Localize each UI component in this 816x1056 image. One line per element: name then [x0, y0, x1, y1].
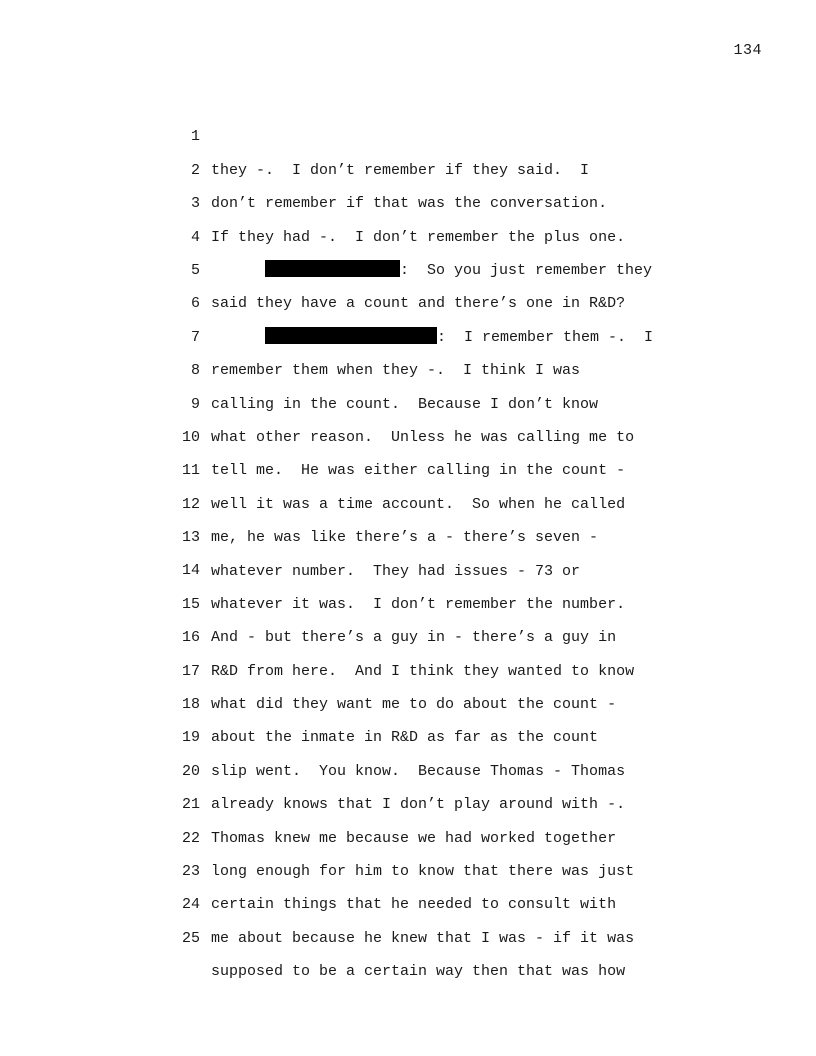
line-text: And - but there’s a guy in - there’s a guy in	[211, 629, 617, 647]
line-number: 16	[181, 629, 200, 647]
line-text-after-speaker: : So you just remember they	[400, 261, 653, 279]
line-number: 3	[190, 195, 200, 213]
line-number: 25	[181, 929, 200, 947]
line-text: supposed to be a certain way then that was how	[211, 963, 626, 981]
line-text: long enough for him to know that there was just	[211, 863, 635, 881]
line-text: remember them when they -. I think I was	[211, 362, 581, 380]
transcript-line	[160, 87, 720, 179]
line-text: certain things that he needed to consult with	[211, 896, 617, 914]
line-number: 15	[181, 595, 200, 613]
line-number: 10	[181, 428, 200, 446]
line-number: 12	[181, 495, 200, 513]
line-text: me, he was like there’s a - there’s seven -	[211, 529, 599, 547]
line-text: whatever number. They had issues - 73 or	[211, 562, 581, 580]
line-number: 1	[190, 128, 200, 146]
transcript-body	[160, 87, 720, 981]
line-number: 2	[190, 161, 200, 179]
line-number: 13	[181, 529, 200, 547]
line-number: 5	[190, 261, 200, 279]
line-number: 18	[181, 696, 200, 714]
line-number: 22	[181, 829, 200, 847]
line-number: 17	[181, 662, 200, 680]
line-number: 14	[181, 562, 200, 580]
line-text: about the inmate in R&D as far as the count	[211, 729, 599, 747]
line-number: 9	[190, 395, 200, 413]
line-number: 11	[181, 462, 200, 480]
line-number: 21	[181, 796, 200, 814]
line-number: 20	[181, 762, 200, 780]
line-number: 4	[190, 228, 200, 246]
line-text: what did they want me to do about the count -	[211, 696, 617, 714]
line-text: they -. I don’t remember if they said. I	[211, 161, 590, 179]
line-number: 23	[181, 863, 200, 880]
line-text: already knows that I don’t play around with -.	[211, 796, 626, 814]
line-number: 8	[190, 362, 200, 380]
line-text-after-speaker: : I remember them -. I	[437, 328, 654, 346]
line-text: Thomas knew me because we had worked together	[211, 829, 617, 847]
line-text: calling in the count. Because I don’t know	[211, 395, 599, 413]
line-text: If they had -. I don’t remember the plus one.	[211, 228, 626, 246]
line-text: well it was a time account. So when he called	[211, 495, 626, 513]
line-text: whatever it was. I don’t remember the number.	[211, 595, 626, 613]
line-text: don’t remember if that was the conversation.	[211, 195, 608, 213]
page-number: 134	[733, 42, 762, 59]
line-number: 19	[181, 729, 200, 747]
line-number: 24	[181, 896, 200, 914]
line-text: what other reason. Unless he was calling me to	[211, 428, 635, 446]
line-text: said they have a count and there’s one in R&D?	[211, 295, 626, 313]
line-number: 6	[190, 295, 200, 313]
line-text: slip went. You know. Because Thomas - Thomas	[211, 762, 626, 780]
line-text: tell me. He was either calling in the count -	[211, 462, 626, 480]
line-text: R&D from here. And I think they wanted to know	[211, 662, 635, 680]
line-number: 7	[190, 328, 200, 346]
line-text: me about because he knew that I was - if it was	[211, 929, 635, 947]
